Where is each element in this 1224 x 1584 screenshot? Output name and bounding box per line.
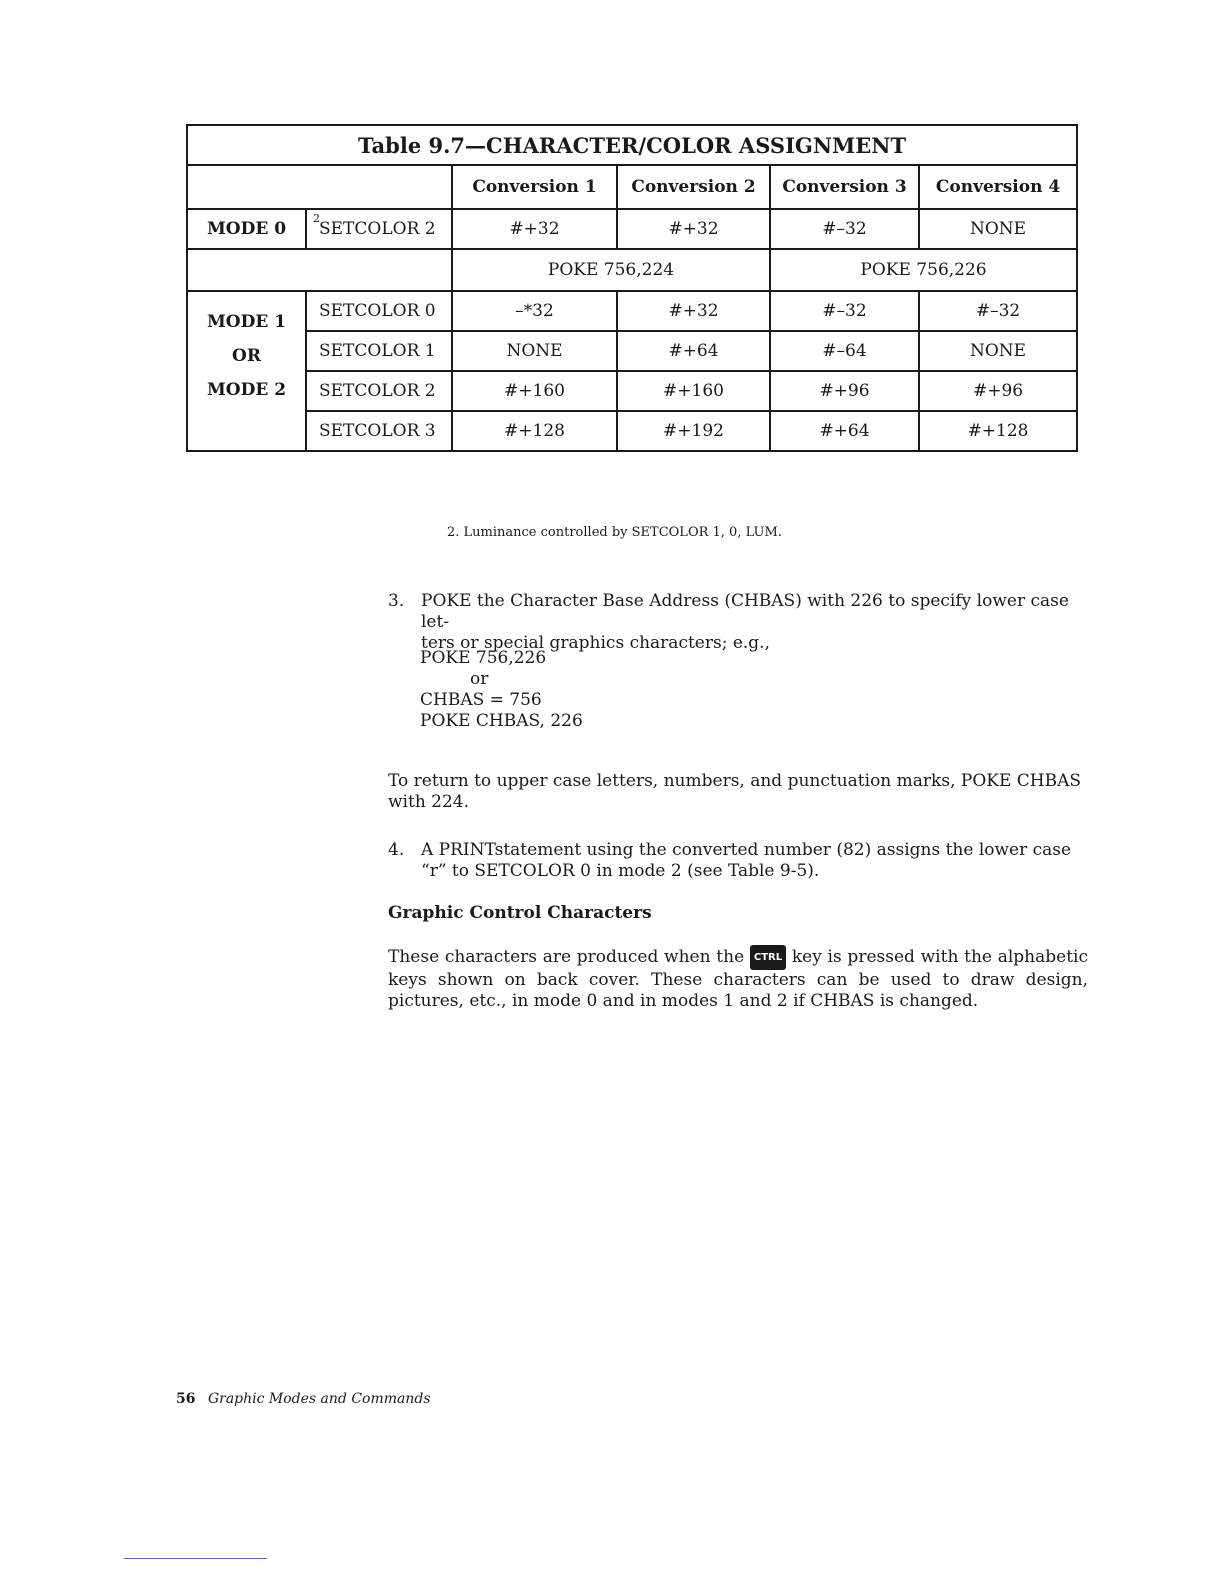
table-cell: #+128 xyxy=(452,411,617,451)
setcolor-label: SETCOLOR 3 xyxy=(306,411,452,451)
paragraph-line: with 224. xyxy=(388,792,470,812)
setcolor-label: SETCOLOR 1 xyxy=(306,331,452,371)
footnote-marker: 2 xyxy=(313,212,320,225)
list-item-3-line-2: ters or special graphics characters; e.g., xyxy=(421,633,770,653)
poke-cell-2: POKE 756,226 xyxy=(770,249,1077,291)
table-cell: NONE xyxy=(452,331,617,371)
section-heading: Graphic Control Characters xyxy=(388,903,652,923)
table-footnote: 2. Luminance controlled by SETCOLOR 1, 0, LUM. xyxy=(447,525,782,540)
header-conversion-1: Conversion 1 xyxy=(452,165,617,209)
mode-2-label: MODE 2 xyxy=(206,380,287,400)
code-line: or xyxy=(470,669,489,689)
table-cell: #+32 xyxy=(617,291,770,331)
list-item-3 xyxy=(388,591,1088,654)
poke-cell-1: POKE 756,224 xyxy=(452,249,770,291)
divider xyxy=(124,1558,267,1559)
header-blank xyxy=(187,165,452,209)
or-label: OR xyxy=(232,346,261,366)
table-cell: #+128 xyxy=(919,411,1077,451)
paragraph-text: These characters are produced when the xyxy=(388,947,745,967)
paragraph-text: key is pressed with the alphabetic keys shown on back cover. These characters can be used to draw design, pictures, etc., in mode 0 and in modes 1 and 2 if CHBAS is changed. xyxy=(388,947,1088,1011)
paragraph-line: To return to upper case letters, numbers, and punctuation marks, POKE CHBAS xyxy=(388,771,1082,791)
table-cell: #+64 xyxy=(617,331,770,371)
code-line: POKE CHBAS, 226 xyxy=(420,711,583,731)
table-cell: #–32 xyxy=(770,291,919,331)
return-paragraph xyxy=(388,771,1088,813)
character-color-table xyxy=(186,124,1078,452)
header-conversion-3: Conversion 3 xyxy=(770,165,919,209)
list-item-4-line-1: A PRINTstatement using the converted number (82) assigns the lower case xyxy=(421,840,1072,860)
list-number: 3. xyxy=(388,591,405,611)
table-cell: #+160 xyxy=(617,371,770,411)
setcolor-label: SETCOLOR 0 xyxy=(306,291,452,331)
page-number: 56 xyxy=(176,1391,196,1407)
table-title: Table 9.7—CHARACTER/COLOR ASSIGNMENT xyxy=(187,125,1077,165)
list-number: 4. xyxy=(388,840,405,860)
mode-0-setcolor xyxy=(306,209,452,249)
table-cell: #–32 xyxy=(919,291,1077,331)
graphic-control-paragraph xyxy=(388,945,1088,1012)
list-item-3-line-1: POKE the Character Base Address (CHBAS) with 226 to specify lower case let- xyxy=(421,591,1069,632)
code-line: CHBAS = 756 xyxy=(420,690,542,710)
mode-1-label: MODE 1 xyxy=(206,312,287,332)
table-cell: #+96 xyxy=(919,371,1077,411)
table-cell: #+64 xyxy=(770,411,919,451)
table-cell: #+160 xyxy=(452,371,617,411)
table-cell: NONE xyxy=(919,331,1077,371)
table-cell: #–64 xyxy=(770,331,919,371)
header-conversion-4: Conversion 4 xyxy=(919,165,1077,209)
mode-0-setcolor-label: SETCOLOR 2 xyxy=(319,219,436,239)
list-item-4 xyxy=(388,840,1088,882)
mode-0-label: MODE 0 xyxy=(187,209,306,249)
table-cell: #+96 xyxy=(770,371,919,411)
list-item-4-line-2: “r” to SETCOLOR 0 in mode 2 (see Table 9-5). xyxy=(421,861,820,881)
table-cell: #+192 xyxy=(617,411,770,451)
poke-row-blank xyxy=(187,249,452,291)
ctrl-key-icon: CTRL xyxy=(750,945,786,970)
code-line: POKE 756,226 xyxy=(420,648,547,668)
section-title: Graphic Modes and Commands xyxy=(207,1391,431,1407)
page-footer xyxy=(176,1391,431,1407)
code-example xyxy=(420,648,583,732)
table-cell: –*32 xyxy=(452,291,617,331)
table-cell: NONE xyxy=(919,209,1077,249)
mode-1-2-label xyxy=(187,291,306,451)
table-cell: #+32 xyxy=(617,209,770,249)
header-conversion-2: Conversion 2 xyxy=(617,165,770,209)
table-cell: #+32 xyxy=(452,209,617,249)
table-cell: #–32 xyxy=(770,209,919,249)
setcolor-label: SETCOLOR 2 xyxy=(306,371,452,411)
